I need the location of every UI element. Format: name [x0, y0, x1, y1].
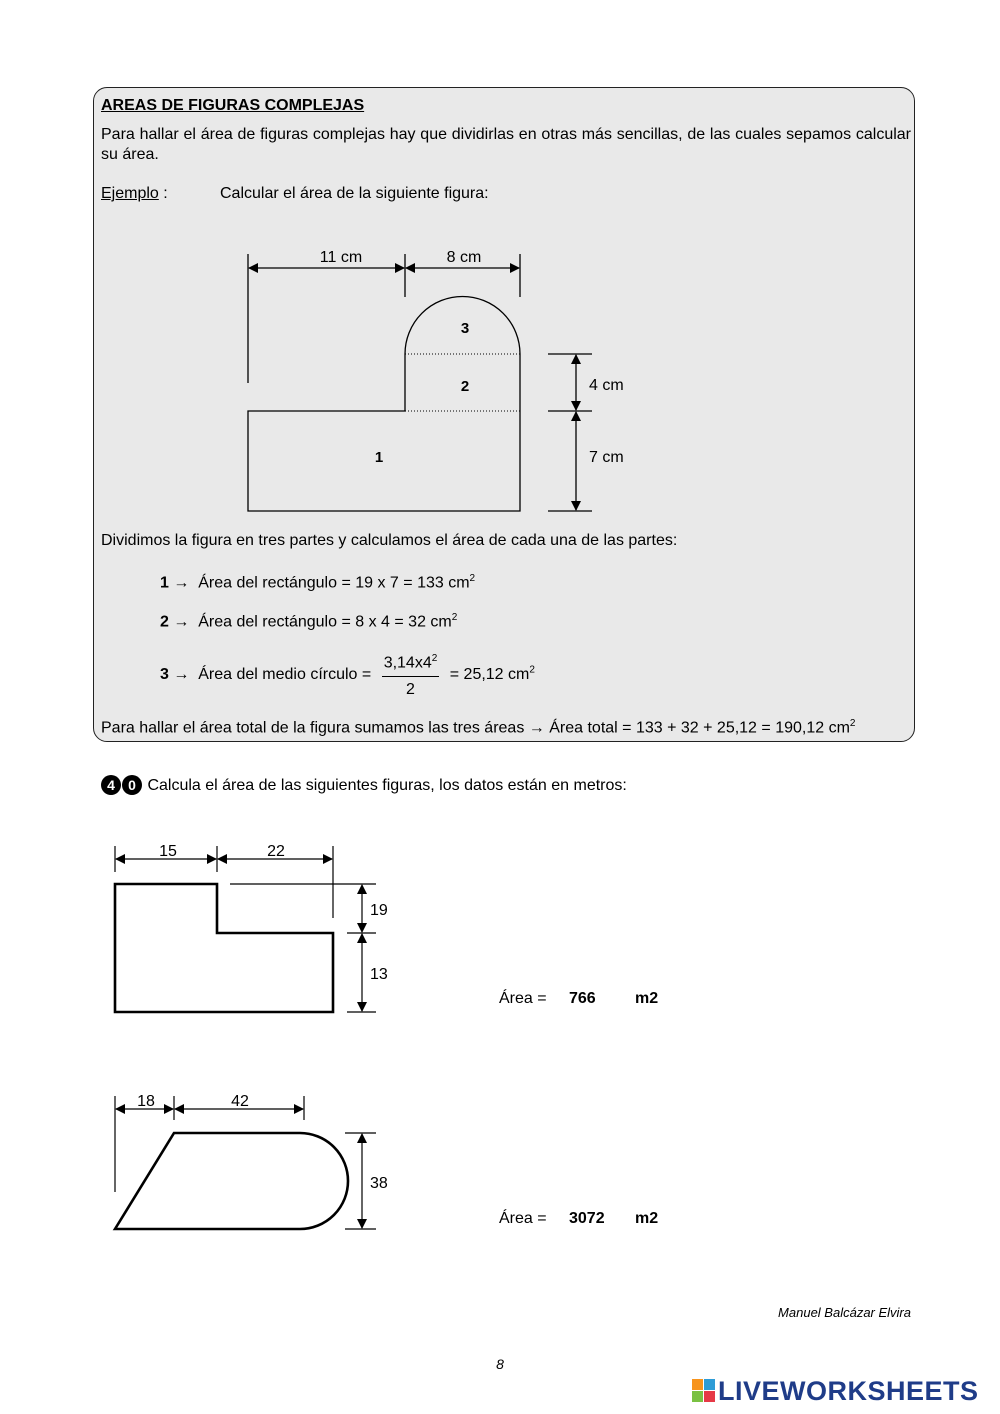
- liveworksheets-logo[interactable]: [692, 1377, 979, 1405]
- intro-paragraph: Para hallar el área de figuras complejas hay que dividirlas en otras más sencillas, de las cuales sepamos calcular su área.: [101, 126, 911, 163]
- page-number: 8: [496, 1356, 504, 1372]
- part-label-2: 2: [460, 378, 470, 395]
- author-credit: Manuel Balcázar Elvira: [778, 1305, 911, 1320]
- figure-1-outline: [115, 884, 333, 1012]
- part-label-3: 3: [460, 320, 470, 337]
- answer-2-unit: m2: [635, 1210, 659, 1227]
- step-3-number: 3: [160, 665, 169, 683]
- step-1-arrow-icon: →: [173, 574, 190, 592]
- total-arrow-icon: →: [528, 719, 545, 737]
- fraction-numerator: 3,14x4: [383, 654, 432, 672]
- figure-2-outline: [115, 1133, 348, 1229]
- step-1-text: Área del rectángulo = 19 x 7 = 133 cm: [198, 574, 470, 592]
- step-3-arrow-icon: →: [173, 665, 190, 683]
- total-text: Para hallar el área total de la figura sumamos las tres áreas: [101, 719, 525, 737]
- answer-1-input[interactable]: 766: [569, 990, 596, 1007]
- fig1-dim-label-22: 22: [267, 843, 285, 860]
- step-3-result: = 25,12 cm: [449, 665, 530, 683]
- step-2-number: 2: [160, 613, 169, 631]
- part-label-1: 1: [374, 449, 384, 466]
- total-sup: 2: [849, 718, 856, 729]
- fraction-denominator: 2: [406, 681, 415, 699]
- fig2-dim-label-18: 18: [137, 1093, 155, 1110]
- step-2-arrow-icon: →: [173, 613, 190, 631]
- total-result: Área total = 133 + 32 + 25,12 = 190,12 cm: [549, 719, 850, 737]
- fig2-dim-label-38: 38: [370, 1175, 388, 1192]
- liveworksheets-logo-icon: [692, 1378, 716, 1404]
- dim-label-7cm: 7 cm: [589, 449, 624, 466]
- fig1-dim-label-13: 13: [370, 966, 388, 983]
- fraction-numerator-sup: 2: [431, 653, 438, 664]
- exercise-number-digit-1: 4: [101, 775, 121, 795]
- dim-label-11cm: 11 cm: [319, 249, 363, 266]
- example-colon: :: [163, 185, 168, 202]
- step-3-sup: 2: [529, 664, 535, 676]
- answer-2-input[interactable]: 3072: [569, 1210, 605, 1227]
- dim-label-8cm: 8 cm: [446, 249, 482, 266]
- fig2-dim-label-42: 42: [231, 1093, 249, 1110]
- step-3-text: Área del medio círculo =: [198, 665, 372, 683]
- example-label-text: Ejemplo: [101, 185, 159, 202]
- answer-1-label: Área =: [499, 990, 547, 1007]
- step-1-number: 1: [160, 574, 169, 592]
- step-2-sup: 2: [451, 612, 458, 623]
- answer-1-unit: m2: [635, 990, 659, 1007]
- fig1-dim-label-19: 19: [370, 902, 388, 919]
- answer-2-label: Área =: [499, 1210, 547, 1227]
- section-title: AREAS DE FIGURAS COMPLEJAS: [101, 97, 365, 114]
- liveworksheets-logo-text: LIVEWORKSHEETS: [718, 1375, 979, 1406]
- example-statement: Calcular el área de la siguiente figura:: [220, 185, 489, 202]
- exercise-instruction: Calcula el área de las siguientes figuras, los datos están en metros:: [147, 777, 627, 794]
- step-1-sup: 2: [469, 573, 476, 584]
- divide-paragraph: Dividimos la figura en tres partes y calculamos el área de cada una de las partes:: [101, 532, 678, 549]
- dim-label-4cm: 4 cm: [589, 377, 624, 394]
- step-2-text: Área del rectángulo = 8 x 4 = 32 cm: [198, 613, 452, 631]
- fig1-dim-label-15: 15: [159, 843, 177, 860]
- exercise-number-digit-2: 0: [122, 775, 142, 795]
